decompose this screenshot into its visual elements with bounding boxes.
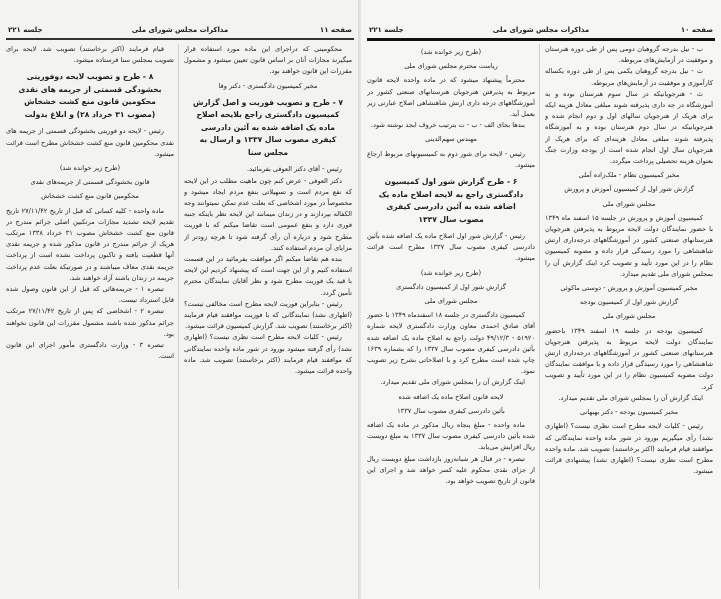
page-header — [369, 26, 713, 38]
centered-line: (طرح زیر خوانده شد) — [420, 48, 482, 56]
speaker-paragraph: تبصره ۱ - جریمه‌هائی که قبل از این قانون وصول شده قابل استرداد نیست. — [6, 285, 174, 305]
centered-line: مهندس سهم‌الدینی — [425, 135, 477, 144]
column-divider — [539, 44, 540, 589]
column-right — [545, 44, 713, 593]
running-title: مذاکرات مجلس شورای ملی — [131, 26, 229, 34]
right-page — [361, 0, 721, 599]
paragraph: بنده هم تقاضا میکنم اگر موافقت بفرمائید در این قسمت استفاده کنیم و از این جهت است که پیشنهاد کردیم این لایحه با قید یک فوریت مطرح شود و نظر آقایان نمایندگان محترم تأمین گردد. — [184, 254, 352, 297]
paragraph: کمیسیون بودجه در جلسه ۱۹ اسفند ۱۳۴۹ باحضور نمایندگان دولت لایحه مربوط به پذیرفتن هنرجویان هنرستانهای صنعتی کشور در آموزشگاههای درجه‌داری ارتش شاهنشاهی را مورد رسیدگی قرار داده و با موافقت نمایندگان دولت مصوبه کمیسیون نظام را در این مورد تأیید و تصویب کرد. — [545, 326, 713, 391]
paragraph: بندها بجای الف - ب - ت بترتیب حروف ابجد نوشته شود. — [370, 121, 525, 130]
speaker-paragraph: دکتر العوفی - عرض کنم چون ماهیت مطلب در این لایحه که نفع مردم است و تسهیلاتی بنفع مردم ایجاد میشود و مخصوصاً در مورد اشخاصی که بعلت عدم تمکن نمیتوانند وجه الکفاله بپردازند و در زندان میمانند این لایحه نظر باینکه جنبه فوری دارد و بنفع عمومی است تقاضا میکنم که با فوریت مطرح شود و درباره آن رأی گرفته شود تا هرچه زودتر از مزایای آن مردم استفاده کنند. — [184, 176, 352, 252]
header-rule — [367, 38, 715, 41]
centered-line: بآئین دادرسی کیفری مصوب سال ۱۳۳۷ — [397, 406, 505, 415]
centered-line: مجلس شورای ملی — [602, 312, 656, 321]
paragraph: ت - نیل بدرجه گروهبان یکمی پس از طی دوره یکساله کارآموزی و موفقیت در آزمایش‌های مربوطه. — [545, 67, 713, 87]
centered-line: مجلس شورای ملی — [424, 297, 478, 306]
left-page — [0, 0, 360, 599]
speaker-paragraph: ماده واحده - کلیه کسانی که قبل از تاریخ ۲۷/۱۱/۴۲ تاریخ تقدیم لایحه تشدید مجازات مرتکبین اصلی جرائم مندرج در قانون منع کشت خشخاش مصوب ۳۱ خرداد ۱۳۳۸ مرتکب هریک از جرائم مندرج در قانون مذکور شده و جریمه نقدی آنها قطعیت یافته و تاکنون پرداخت نشده است از پرداخت جریمه نقدی معاف میباشند و در صورتیکه بعلت عدم پرداخت جریمه در زندان باشند آزاد خواهند شد. — [6, 206, 174, 282]
speaker-paragraph: رئیس - بنابراین فوریت لایحه مطرح است مخالفی نیست؟ (اظهاری نشد) نمایندگانی که با فوریت موافقند قیام فرمایند (اکثر برخاستند) تصویب شد. گزارش کمیسیون قرائت میشود. — [184, 299, 352, 331]
speaker-paragraph: تبصره - در قبال هر شبانه‌روز بازداشت مبلغ دویست ریال از جزای نقدی محکوم علیه کسر خواهد شد و اجرای این قانون از تاریخ تصویب خواهد بود. — [367, 454, 535, 486]
paragraph: ب - نیل بدرجه گروهبان دومی پس از طی دوره هنرستان و موفقیت در آزمایش‌های مربوطه. — [545, 45, 713, 65]
paragraph: محترماً پیشنهاد میشود که در ماده واحده لایحه قانون مربوط به پذیرفتن هنرجویان هنرستانهای صنعتی کشور در آموزشگاههای درجه داری ارتش شاهنشاهی اصلاح عبارتی زیر بعمل آید. — [367, 76, 535, 119]
speaker-paragraph: رئیس - لایحه دو فوریتی بخشودگی قسمتی از جریمه های نقدی محکومین قانون منع کشت خشخاش مطرح است قرائت میشود. — [6, 127, 174, 158]
paragraph: رئیس - کلیات لایحه مطرح است نظری نیست؟ (اظهاری نشد) رأی گرفته میشود بورود در شور ماده واحده نمایندگانی که موافقند قیام فرمایند (اکثر برخاستند) تصویب شد. ماده واحده قرائت میشود. — [184, 333, 352, 375]
speaker-paragraph: رئیس - کلیات لایحه مطرح است نظری نیست؟ (اظهاری نشد) رأی میگیریم بورود در شور ماده واحده نمایندگانی که موافقند قیام فرمایند (اکثر برخاستند) تصویب شد. ماده واحده مطرح است نظری نیست؟ (اظهاری نشد) پیشنهادی قرائت میشود. — [545, 422, 713, 476]
speaker-paragraph: ماده واحده - مبلغ پنجاه ریال مذکور در ماده یک اضافه شده بآئین دادرسی کیفری مصوب سال ۱۳۳۷ به مبلغ دویست ریال افزایش می‌یابد. — [367, 421, 535, 452]
centered-line: لایحه قانون اصلاح ماده یک اضافه شده — [398, 392, 504, 401]
page-number: صفحه ۱۱ — [319, 26, 352, 34]
centered-line: (طرح زیر خوانده شد) — [59, 164, 121, 173]
speaker-paragraph: تبصره ۳ - وزارت دادگستری مأمور اجرای این قانون است. — [6, 341, 174, 361]
paragraph: اینک گزارش آن را بمجلس شورای ملی تقدیم میدارد. — [558, 393, 703, 402]
page-header — [8, 26, 352, 38]
running-title: مذاکرات مجلس شورای ملی — [492, 26, 590, 34]
session-number: جلسه ۲۲۱ — [369, 26, 404, 34]
paragraph: ث - هنرجویانیکه در سال سوم هنرستان بوده و به آموزشگاه در جه داری پذیرفته شوند مبلغی معادل هزینه ایکه برای هریک از هنرجویان سالهای اول و دوم انجام شده و هنرجویانیکه در سال دوم هنرستان بوده و به آموزشگاه پذیرفته شوند مبلغی معادل هزینه‌ای که برای هریک از هنرجویان سال اول انجام شده است از بودجه وزارت جنگ بعنوان هزینه تحصیلی پرداخت میگردد. — [545, 89, 713, 166]
centered-line: مجلس شورای ملی — [602, 199, 656, 208]
section-heading: ۶ - طرح گزارش شور اول کمیسیون دادگستری راجع به لایحه اصلاح ماده یک اضافه شده به آئین دادرسی کیفری مصوب سال ۱۳۳۷ — [378, 177, 524, 224]
column-left — [367, 44, 535, 593]
centered-line: (طرح زیر خوانده شد) — [420, 268, 482, 277]
centered-line: گزارش شور اول از کمیسیون بودجه — [579, 298, 679, 307]
column-right — [184, 44, 352, 593]
section-heading: ۸ - طرح و تصویب لایحه دوفوریتی بخشودگی قسمتی از جریمه های نقدی محکومین قانون منع کشت خشخاش (مصوب ۳۱ خرداد ۲۸) و ابلاغ بدولت — [18, 72, 162, 119]
paragraph: کمیسیون آموزش و پرورش در جلسه ۱۵ اسفند ماه ۱۳۴۹ با حضور نمایندگان دولت لایحه مربوط به پذیرفتن هنرجویان هنرستانهای صنعتی کشور در آموزشگاههای درجه‌داری ارتش شاهنشاهی را مورد رسیدگی قرار داده و مصوبه کمیسیون نظام را در این مورد تأیید و تصویب کرد اینک گزارش آن را بمجلس شورای ملی تقدیم میدارد. — [545, 213, 713, 278]
header-rule — [6, 38, 354, 40]
centered-line: ریاست محترم مجلس شورای ملی — [404, 62, 498, 71]
centered-line: مخبر کمیسیون دادگستری - دکتر وفا — [218, 81, 318, 90]
centered-line: محکومین قانون منع کشت خشخاش — [41, 192, 139, 201]
centered-line: مخبر کمیسیون بودجه - دکتر بهبهانی — [579, 408, 679, 417]
column-left — [6, 44, 174, 593]
section-heading: ۷ - طرح و تصویب فوریت و اصل گزارش کمیسیون دادگستری راجع بلایحه اصلاح ماده یک اضافه شده به آئین دادرسی کیفری مصوب سال ۱۳۳۷ و ارسال به مجلس سنا — [192, 97, 344, 157]
centered-line: گزارش شور اول از کمیسیون آموزش و پرورش — [564, 185, 694, 194]
centered-line: مخبر کمیسیون نظام - ملک‌زاده آملی — [578, 171, 680, 180]
page-number: صفحه ۱۰ — [680, 26, 713, 34]
session-number: جلسه ۲۲۱ — [8, 26, 43, 34]
paragraph: کمیسیون دادگستری در جلسه ۱۸ اسفندماه ۱۳۴۹ با حضور آقای صادق احمدی معاون وزارت دادگستری لایحه شماره ۵۱۹۲۰ - ۴۹/۱۲/۳ دولت راجع به اصلاح ماده یک اضافه شده بآئین دادرسی کیفری مصوب سال ۱۳۳۷ را که بشماره ۱۶۳۹ چاپ شده است مطرح کرد و با اصلاحاتی بشرح زیر تصویب نمود. — [367, 311, 535, 376]
centered-line: گزارش شور اول از کمیسیون دادگستری — [396, 282, 506, 291]
centered-line: قانون بخشودگی قسمتی از جریمه‌های نقدی — [30, 178, 150, 187]
column-divider — [178, 44, 179, 589]
paragraph: محکومینی که دراجرای این ماده مورد استفاده قرار میگیرند مجازات آنان بر اساس قانون تعیین میشود و مشمول مقررات این قانون خواهند بود. — [184, 45, 352, 76]
speaker-paragraph: رئیس - لایحه برای شور دوم به کمیسیونهای مربوط ارجاع میشود. — [367, 149, 535, 169]
paragraph: قیام فرمایند (اکثر برخاستند) تصویب شد. لایحه برای تصویب بمجلس سنا فرستاده میشود. — [6, 45, 174, 65]
speaker-paragraph: رئیس - آقای دکتر العوفی بفرمائید. — [247, 165, 342, 174]
paragraph: اینک گزارش آن را بمجلس شورای ملی تقدیم میدارد. — [380, 378, 525, 387]
speaker-paragraph: رئیس - گزارش شور اول اصلاح ماده یک اضافه شده بآئین دادرسی کیفری مصوب سال ۱۳۳۷ مطرح است قرائت میشود. — [367, 232, 535, 263]
speaker-paragraph: تبصره ۲ - اشخاصی که پس از تاریخ ۲۷/۱۱/۴۲ مرتکب جرائم مذکور شده باشند مشمول مقررات این قانون نخواهند بود. — [6, 307, 174, 338]
centered-line: مخبر کمیسیون آموزش و پرورش - دوستی ماکوئی — [560, 284, 698, 293]
